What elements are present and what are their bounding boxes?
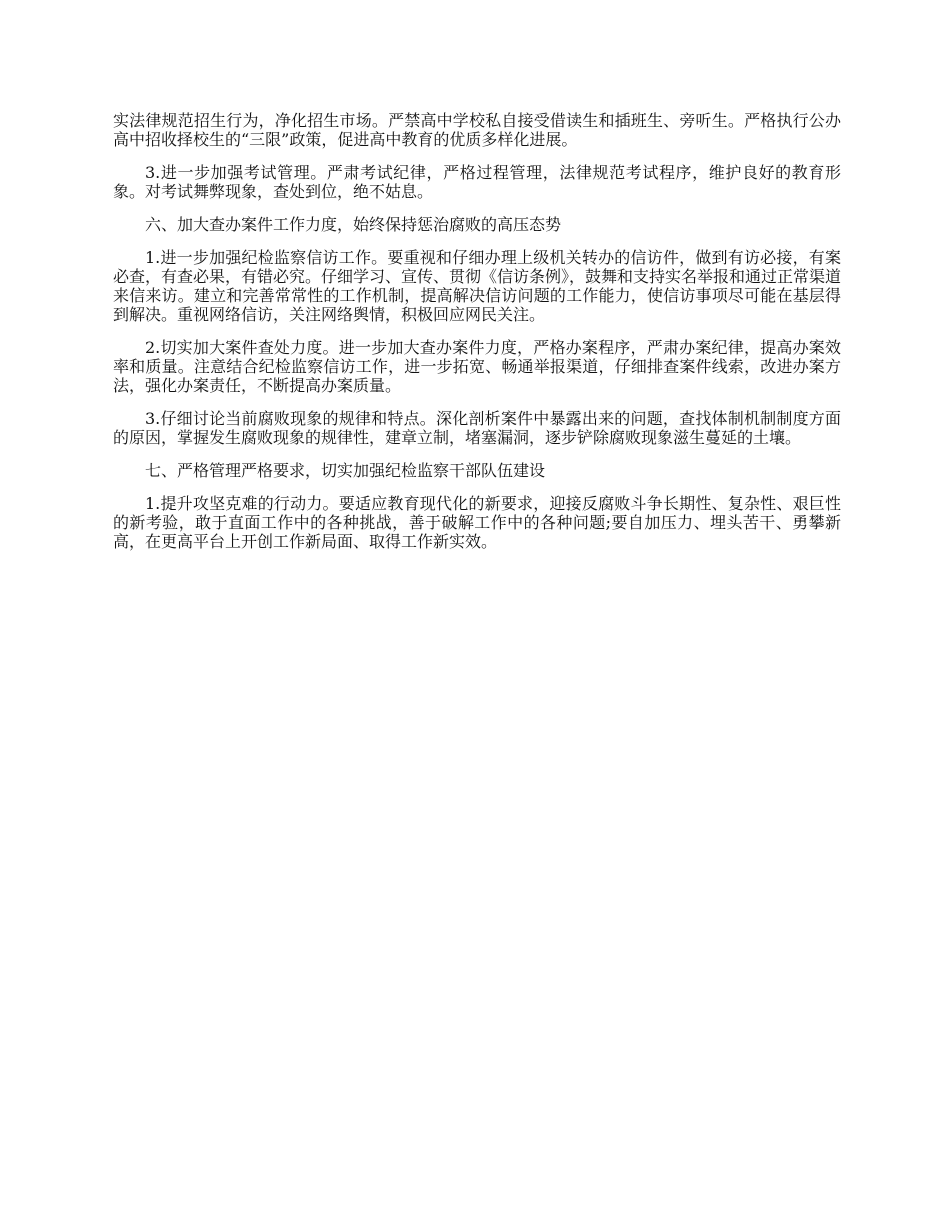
paragraph-corruption-patterns: 3.仔细讨论当前腐败现象的规律和特点。深化剖析案件中暴露出来的问题，查找体制机制制度方面的原因，掌握发生腐败现象的规律性，建章立制，堵塞漏洞，逐步铲除腐败现象滋生蔓延的土壤。 <box>113 409 841 447</box>
paragraph-action-capability: 1.提升攻坚克难的行动力。要适应教育现代化的新要求，迎接反腐败斗争长期性、复杂性、艰巨性的新考验，敢于直面工作中的各种挑战，善于破解工作中的各种问题;要自加压力、埋头苦干、勇攀新高，在更高平台上开创工作新局面、取得工作新实效。 <box>113 494 841 551</box>
section-heading-six: 六、加大查办案件工作力度，始终保持惩治腐败的高压态势 <box>145 215 562 234</box>
document-body <box>113 111 841 565</box>
section-heading-seven: 七、严格管理严格要求，切实加强纪检监察干部队伍建设 <box>145 461 546 480</box>
paragraph-petition-work: 1.进一步加强纪检监察信访工作。要重视和仔细办理上级机关转办的信访件，做到有访必接，有案必查，有查必果，有错必究。仔细学习、宣传、贯彻《信访条例》，鼓舞和支持实名举报和通过正常渠道来信来访。建立和完善常常性的工作机制，提高解决信访问题的工作能力，使信访事项尽可能在基层得到解决。重视网络信访，关注网络舆情，积极回应网民关注。 <box>113 248 842 324</box>
paragraph-case-investigation: 2.切实加大案件查处力度。进一步加大查办案件力度，严格办案程序，严肃办案纪律，提高办案效率和质量。注意结合纪检监察信访工作，进一步拓宽、畅通举报渠道，仔细排查案件线索，改进办案方法，强化办案责任，不断提高办案质量。 <box>113 338 841 395</box>
paragraph-exam-management: 3.进一步加强考试管理。严肃考试纪律，严格过程管理，法律规范考试程序，维护良好的教育形象。对考试舞弊现象，查处到位，绝不姑息。 <box>113 163 841 201</box>
paragraph-continued: 实法律规范招生行为，净化招生市场。严禁高中学校私自接受借读生和插班生、旁听生。严格执行公办高中招收择校生的“三限”政策，促进高中教育的优质多样化进展。 <box>113 111 841 149</box>
